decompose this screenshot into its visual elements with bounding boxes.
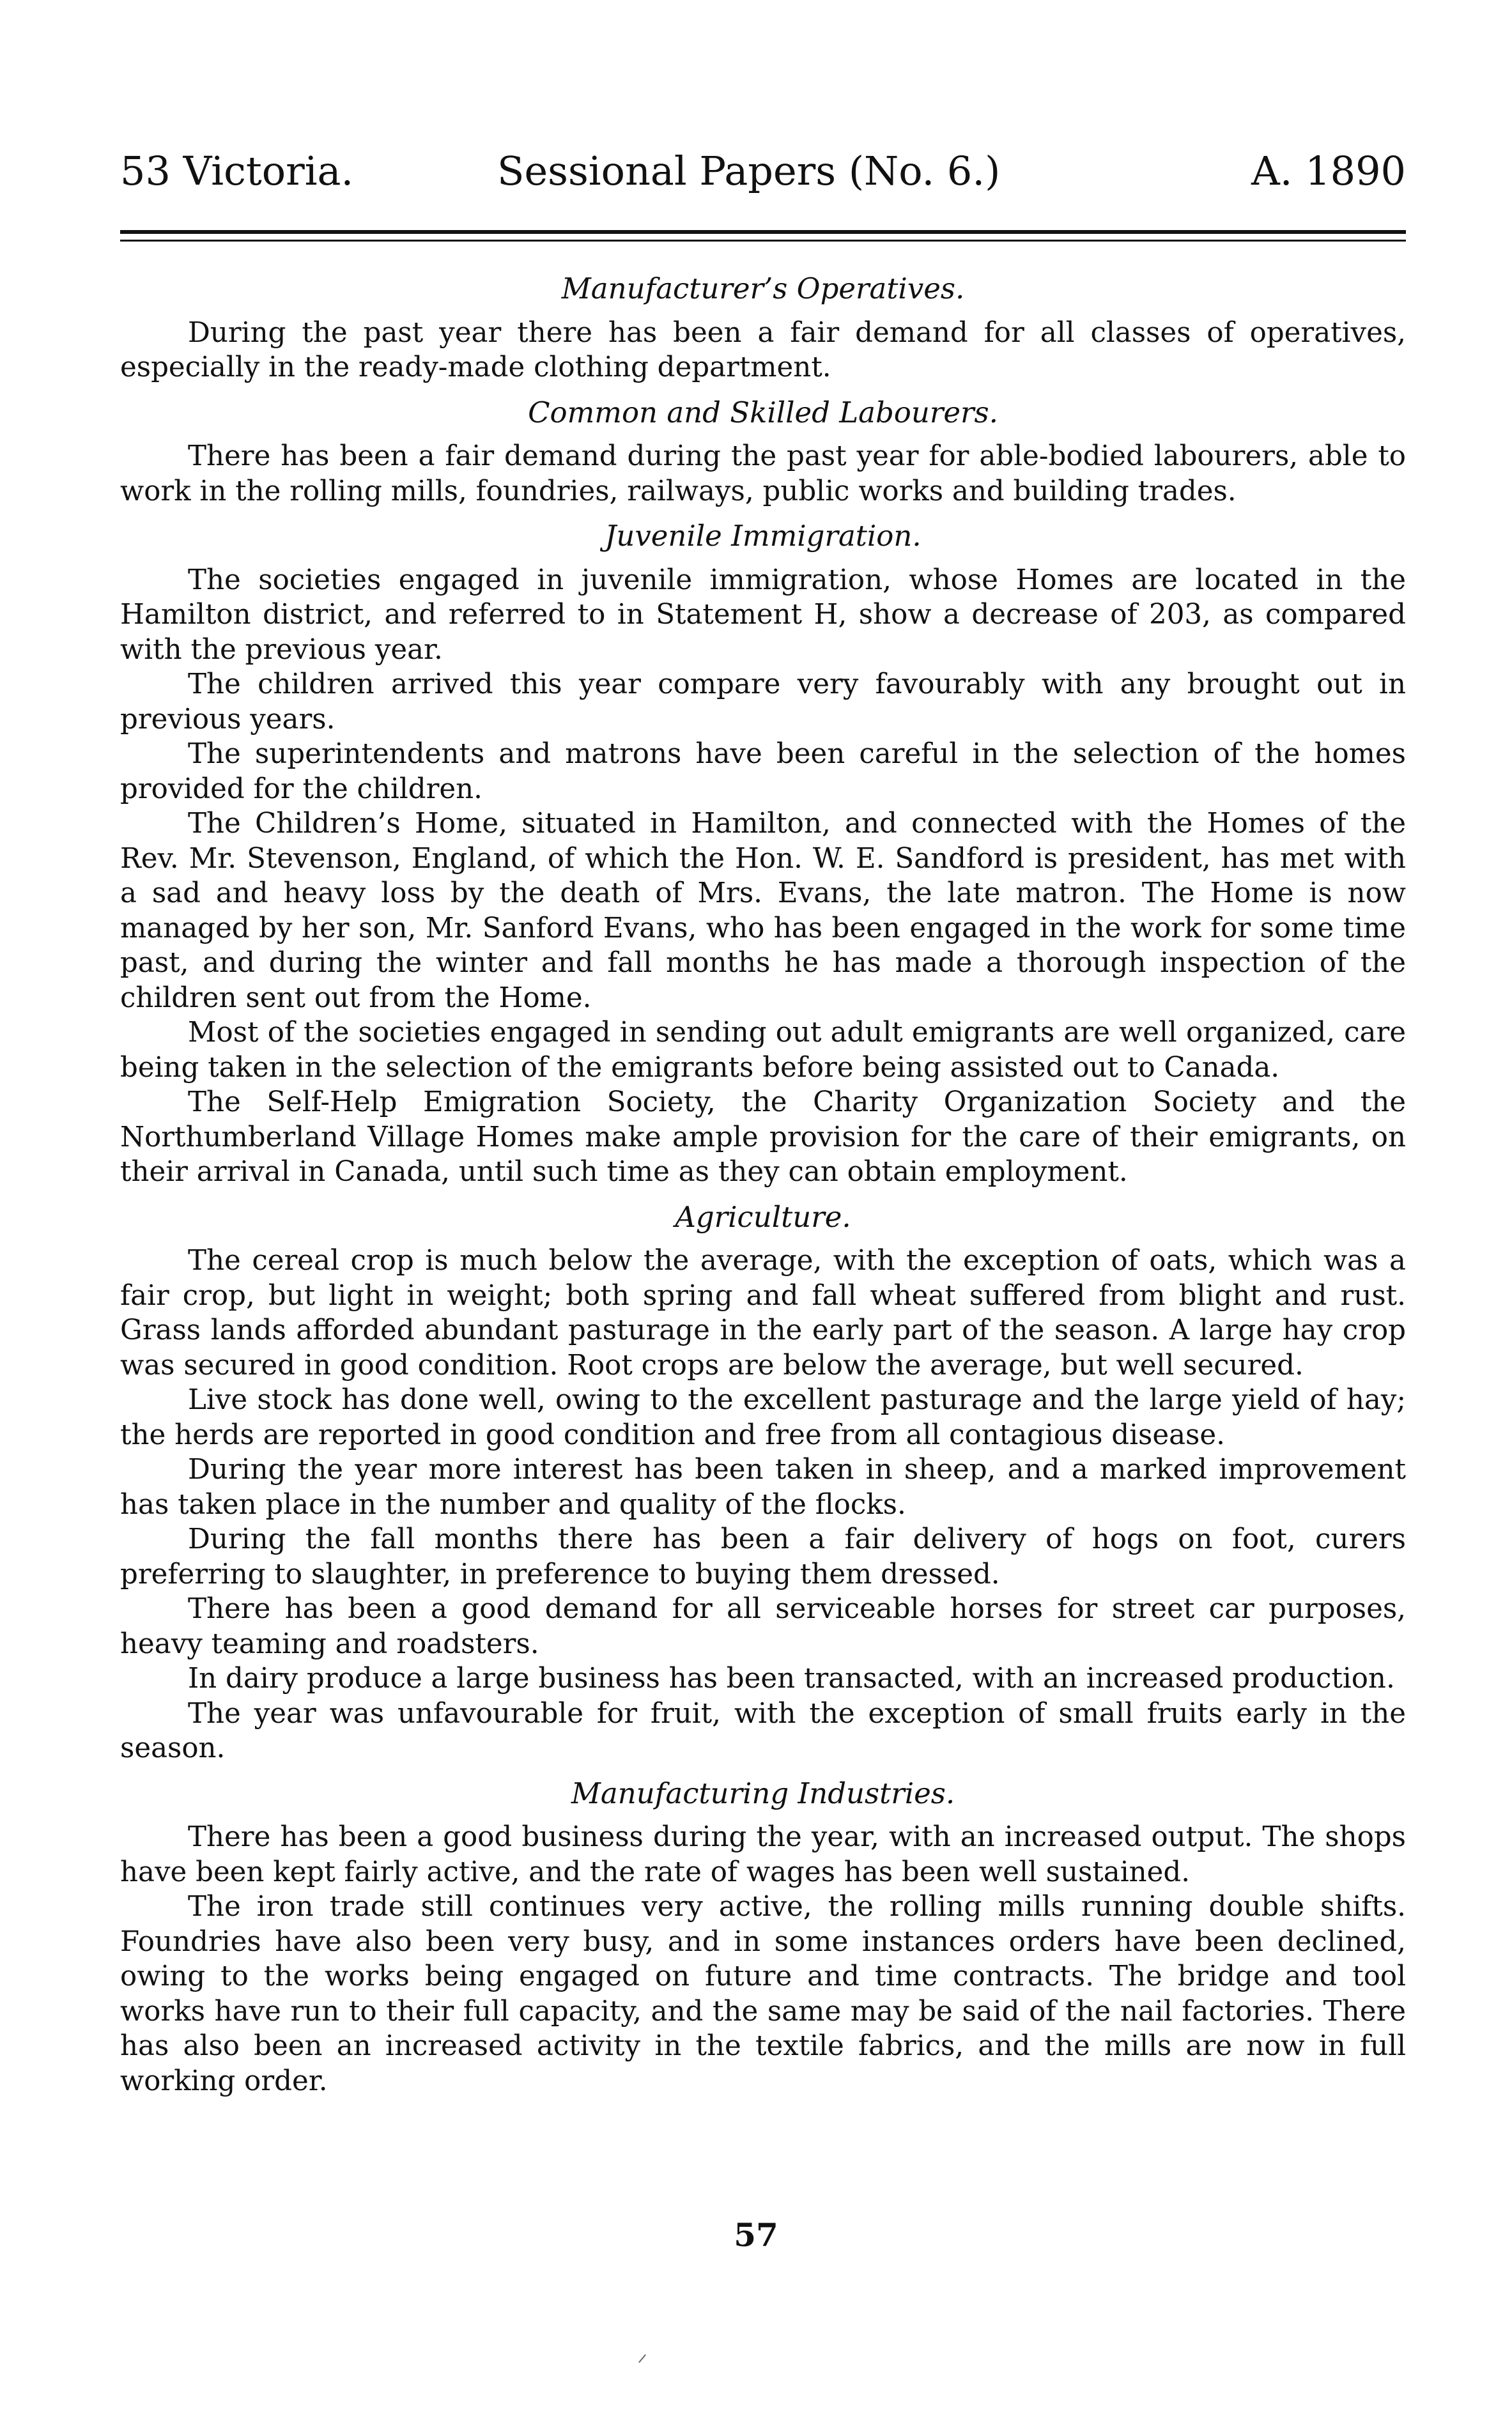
section-heading: Juvenile Immigration.	[605, 519, 922, 553]
ink-mark	[638, 2354, 646, 2363]
section-heading: Manufacturing Industries.	[571, 1776, 955, 1810]
paragraph: There has been a good demand for all serviceable horses for street car purposes, heavy teaming and roadsters.	[120, 1593, 1406, 1660]
header-title: Sessional Papers (No. 6.)	[497, 148, 1001, 194]
paragraph: Live stock has done well, owing to the excellent pasturage and the large yield of hay; the herds are reported in good condition and free from all contagious disease.	[120, 1384, 1406, 1451]
document-body	[120, 272, 1406, 2098]
paragraph: During the past year there has been a fair demand for all classes of operatives, especially in the ready-made clothing department.	[120, 316, 1406, 383]
header-rule-thin	[120, 240, 1406, 242]
section-heading: Common and Skilled Labourers.	[528, 395, 998, 429]
paragraph: The year was unfavourable for fruit, with the exception of small fruits early in the season.	[120, 1697, 1406, 1764]
paragraph: The cereal crop is much below the average, with the exception of oats, which was a fair crop, but light in weight; both spring and fall wheat suffered from blight and rust. Grass lands afforded abundant pasturage in the early part of the season. A large hay crop was secured in good condition. Root crops are below the average, but well secured.	[120, 1245, 1406, 1382]
paragraph: During the fall months there has been a fair delivery of hogs on foot, curers preferring to slaughter, in preference to buying them dressed.	[120, 1523, 1406, 1590]
paragraph: The societies engaged in juvenile immigration, whose Homes are located in the Hamilton district, and referred to in Statement H, show a decrease of 203, as compared with the previous year.	[120, 564, 1406, 666]
paragraph: The superintendents and matrons have been careful in the selection of the homes provided for the children.	[120, 738, 1406, 805]
section-heading: Manufacturer’s Operatives.	[561, 272, 965, 305]
page-header	[120, 139, 1406, 203]
paragraph: There has been a fair demand during the past year for able-bodied labourers, able to work in the rolling mills, foundries, railways, public works and building trades.	[120, 440, 1406, 507]
paragraph: There has been a good business during the year, with an increased output. The shops have been kept fairly active, and the rate of wages has been well sustained.	[120, 1821, 1406, 1888]
paragraph: The iron trade still continues very active, the rolling mills running double shifts. Foundries have also been very busy, and in some instances orders have been declined, owing to the works being engaged on future and time contracts. The bridge and tool works have run to their full capacity, and the same may be said of the nail factories. There has also been an increased activity in the textile fabrics, and the mills are now in full working order.	[120, 1891, 1406, 2097]
paragraph: Most of the societies engaged in sending out adult emigrants are well organized, care being taken in the selection of the emigrants before being assisted out to Canada.	[120, 1017, 1406, 1084]
paragraph: The Children’s Home, situated in Hamilton, and connected with the Homes of the Rev. Mr. Stevenson, England, of which the Hon. W. E. Sandford is president, has met with a sad and heavy loss by the death of Mrs. Evans, the late matron. The Home is now managed by her son, Mr. Sanford Evans, who has been engaged in the work for some time past, and during the winter and fall months he has made a thorough inspection of the children sent out from the Home.	[120, 808, 1406, 1014]
paragraph: During the year more interest has been taken in sheep, and a marked improvement has taken place in the number and quality of the flocks.	[120, 1454, 1406, 1521]
header-year: A. 1890	[1251, 148, 1406, 194]
paragraph: The children arrived this year compare very favourably with any brought out in previous years.	[120, 668, 1406, 735]
header-rule-thick	[120, 230, 1406, 234]
page-number: 57	[734, 2216, 778, 2254]
paragraph: In dairy produce a large business has been transacted, with an increased production.	[188, 1663, 1395, 1695]
section-heading: Agriculture.	[675, 1199, 851, 1234]
header-session: 53 Victoria.	[120, 148, 354, 194]
paragraph: The Self-Help Emigration Society, the Charity Organization Society and the Northumberland Village Homes make ample provision for the care of their emigrants, on their arrival in Canada, until such time as they can obtain employment.	[120, 1086, 1406, 1188]
